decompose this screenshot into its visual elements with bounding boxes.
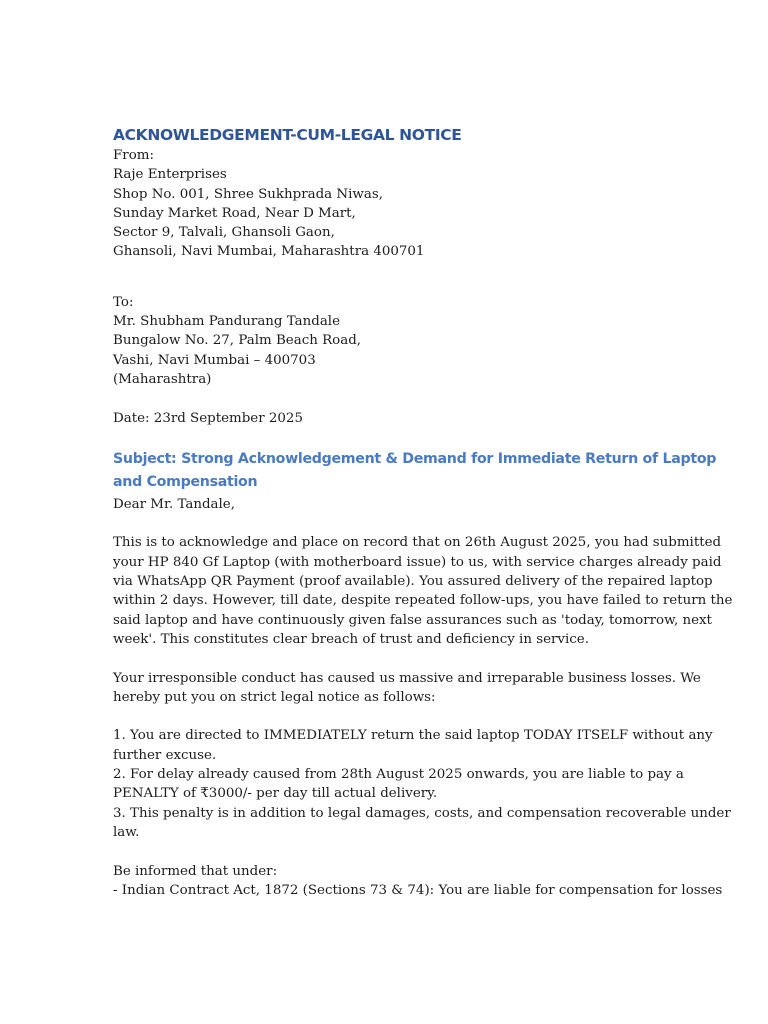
notice-body <box>113 124 733 900</box>
paragraph-line: your HP 840 Gf Laptop (with motherboard issue) to us, with service charges already paid <box>113 554 722 570</box>
list-item: 2. For delay already caused from 28th August 2025 onwards, you are liable to pay a <box>113 767 684 783</box>
to-line: Vashi, Navi Mumbai – 400703 <box>113 352 316 368</box>
to-line: (Maharashtra) <box>113 371 212 387</box>
paragraph-line: This is to acknowledge and place on record that on 26th August 2025, you had submitted <box>113 535 722 551</box>
from-line: Raje Enterprises <box>113 167 227 183</box>
salutation: Dear Mr. Tandale, <box>113 496 235 512</box>
paragraph-line: within 2 days. However, till date, despite repeated follow-ups, you have failed to return the <box>113 593 733 609</box>
paragraph-line: via WhatsApp QR Payment (proof available). You assured delivery of the repaired laptop <box>113 574 713 590</box>
from-line: Shop No. 001, Shree Sukhprada Niwas, <box>113 186 383 202</box>
informed-label: Be informed that under: <box>113 863 278 879</box>
from-line: Sunday Market Road, Near D Mart, <box>113 205 356 221</box>
paragraph-line: hereby put you on strict legal notice as follows: <box>113 689 436 705</box>
subject-line: and Compensation <box>113 474 258 491</box>
notice-title: ACKNOWLEDGEMENT-CUM-LEGAL NOTICE <box>113 126 462 144</box>
from-line: Ghansoli, Navi Mumbai, Maharashtra 400701 <box>113 244 425 260</box>
to-line: Mr. Shubham Pandurang Tandale <box>113 314 341 330</box>
from-line: Sector 9, Talvali, Ghansoli Gaon, <box>113 225 335 241</box>
paragraph-losses <box>113 669 701 708</box>
paragraph-line: Your irresponsible conduct has caused us massive and irreparable business losses. We <box>113 670 701 686</box>
demands-list <box>113 726 731 842</box>
list-item: 1. You are directed to IMMEDIATELY return the said laptop TODAY ITSELF without any <box>113 728 713 744</box>
list-item: PENALTY of ₹3000/- per day till actual delivery. <box>113 786 438 802</box>
paragraph-line: week'. This constitutes clear breach of trust and deficiency in service. <box>113 631 589 647</box>
subject-line: Subject: Strong Acknowledgement & Demand for Immediate Return of Laptop <box>113 450 717 467</box>
law-line: - Indian Contract Act, 1872 (Sections 73 & 74): You are liable for compensation for losses <box>113 882 723 898</box>
from-label: From: <box>113 148 154 163</box>
from-block <box>113 146 653 262</box>
list-item: further excuse. <box>113 747 217 763</box>
to-block <box>113 293 653 389</box>
paragraph-acknowledgement <box>113 533 733 649</box>
paragraph-line: said laptop and have continuously given false assurances such as 'today, tomorrow, next <box>113 612 712 628</box>
subject-heading <box>113 448 717 495</box>
list-item: 3. This penalty is in addition to legal damages, costs, and compensation recoverable under <box>113 805 731 821</box>
to-line: Bungalow No. 27, Palm Beach Road, <box>113 333 362 349</box>
list-item: law. <box>113 824 140 840</box>
to-label: To: <box>113 294 134 310</box>
notice-date: Date: 23rd September 2025 <box>113 410 303 426</box>
